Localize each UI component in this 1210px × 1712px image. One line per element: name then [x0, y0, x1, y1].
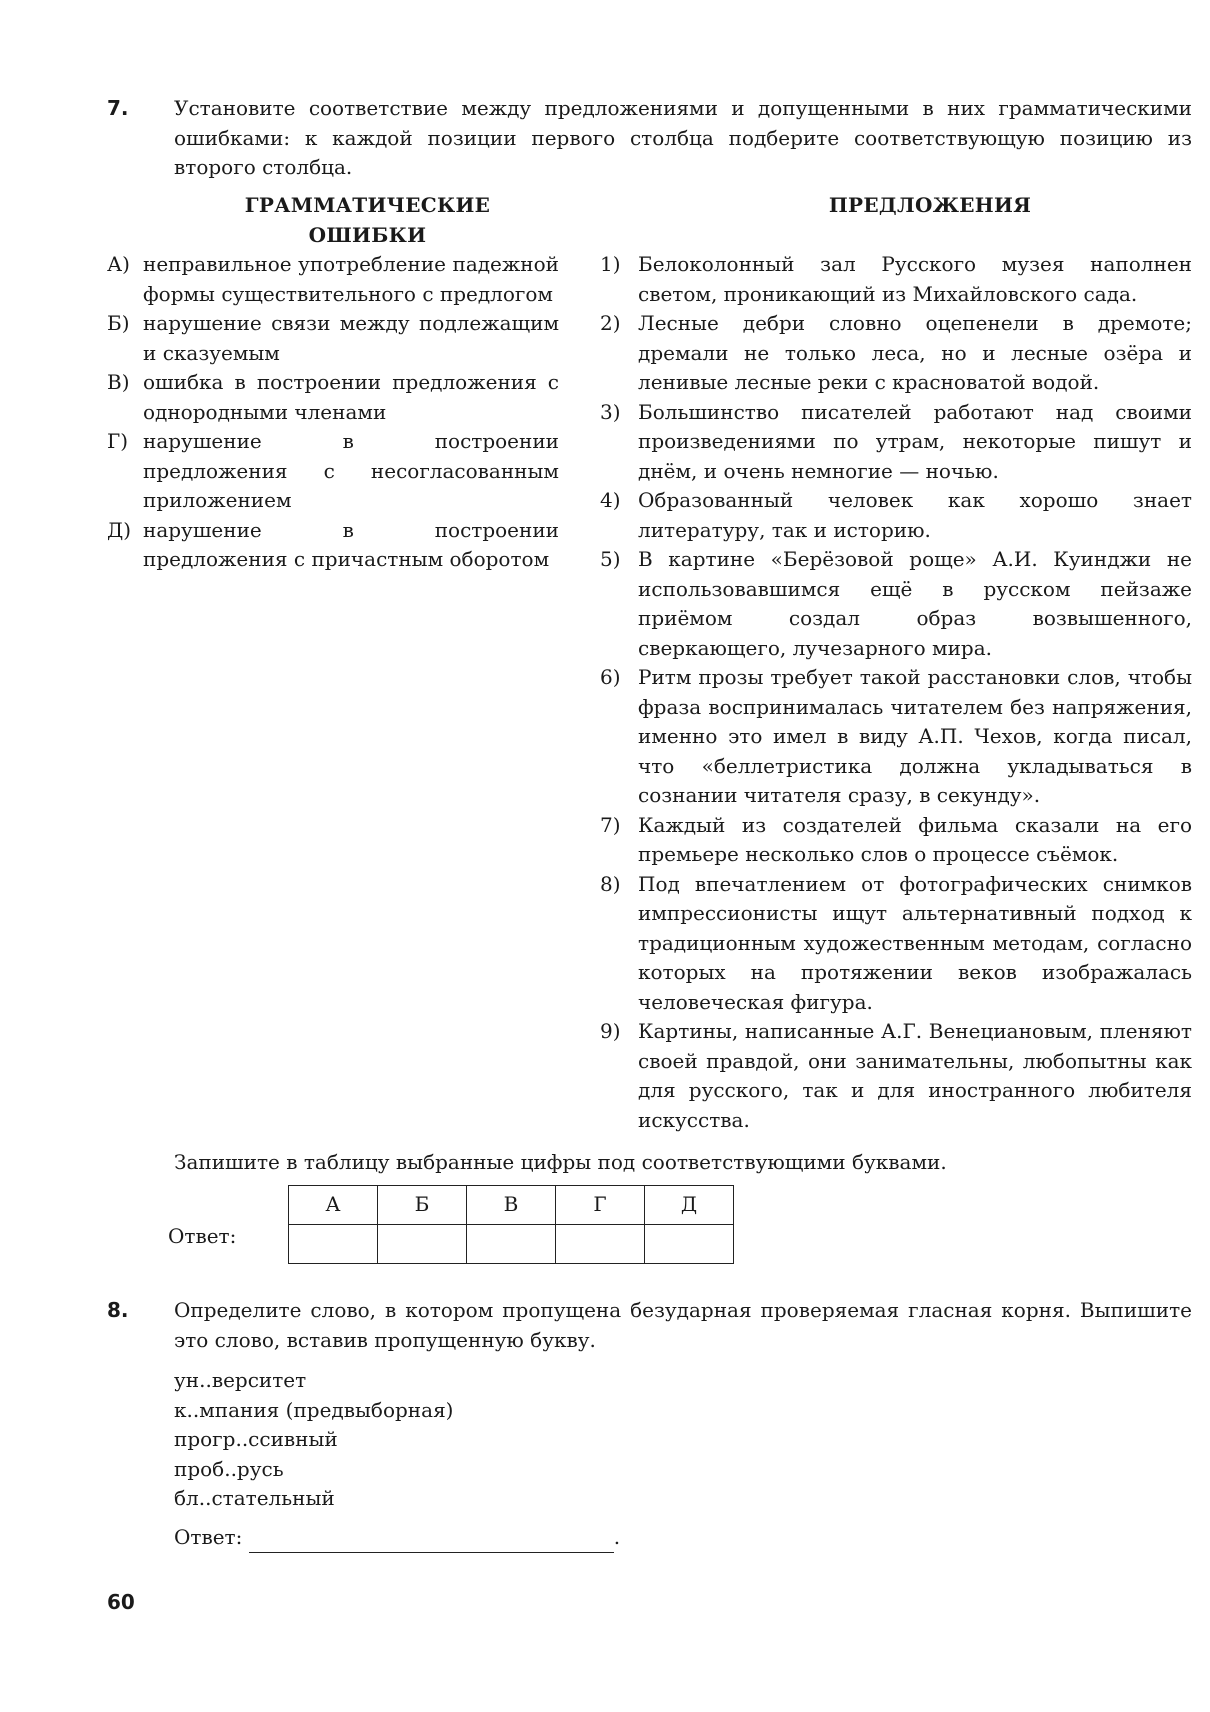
- errors-item-label: В): [107, 370, 130, 394]
- task-text: Установите соответствие между предложениями и допущенными в них грамматическими ошибками: к каждой позиции первого столбца подберите соответствующую позицию из второго столбца.: [174, 96, 1192, 179]
- task-8: [107, 1296, 1192, 1355]
- word-option: к..мпания (предвыборная): [174, 1397, 454, 1422]
- answer-table-input-cell[interactable]: [645, 1225, 734, 1264]
- errors-item: [107, 516, 559, 575]
- errors-item-text: нарушение в построении предложения с несогласованным приложением: [143, 429, 559, 512]
- sentences-item-text: Белоколонный зал Русского музея наполнен светом, проникающий из Михайловского сада.: [638, 252, 1192, 306]
- sentences-item-label: 8): [600, 871, 621, 896]
- answer-table-input-cell[interactable]: [378, 1225, 467, 1264]
- answer-table-header-cell: Г: [556, 1186, 645, 1225]
- sentences-item-text: Лесные дебри словно оцепенели в дремоте; дремали не только леса, но и лесные озёра и ленивые лесные реки с красноватой водой.: [638, 311, 1192, 394]
- errors-item-text: ошибка в построении предложения с однородными членами: [143, 370, 559, 424]
- errors-item-label: Б): [107, 311, 130, 335]
- task-7: [107, 94, 1192, 183]
- answer-table-input-cell[interactable]: [289, 1225, 378, 1264]
- answer-table-input-cell[interactable]: [556, 1225, 645, 1264]
- task-number: 8.: [107, 1298, 129, 1322]
- right-column-heading: ПРЕДЛОЖЕНИЯ: [828, 193, 1032, 217]
- errors-item-label: А): [107, 252, 130, 276]
- sentences-item-label: 3): [600, 399, 621, 424]
- sentences-item: [600, 486, 1192, 545]
- sentences-item: [600, 1017, 1192, 1135]
- errors-item-text: нарушение в построении предложения с причастным оборотом: [143, 517, 559, 571]
- word-option: ун..верситет: [174, 1368, 307, 1392]
- sentences-item-text: Картины, написанные А.Г. Венециановым, пленяют своей правдой, они занимательны, любопытны как для русского, так и для иностранного любителя искусства.: [638, 1019, 1192, 1132]
- word-options: [174, 1366, 453, 1514]
- sentences-item-text: Каждый из создателей фильма сказали на его премьере несколько слов о процессе съёмок.: [638, 812, 1192, 866]
- instruction: Запишите в таблицу выбранные цифры под соответствующими буквами.: [174, 1150, 947, 1174]
- sentences-item: [600, 309, 1192, 398]
- errors-item-label: Г): [107, 429, 129, 453]
- sentences-item-text: Большинство писателей работают над своими произведениями по утрам, некоторые пишут и днём, и очень немногие — ночью.: [638, 399, 1192, 483]
- sentences-item-label: 1): [600, 252, 621, 276]
- errors-item: [107, 368, 559, 427]
- answer-table-value-row: [289, 1225, 734, 1264]
- errors-item: [107, 309, 559, 368]
- sentences-item-label: 9): [600, 1019, 621, 1043]
- sentences-item: [600, 545, 1192, 663]
- answer-table-header-cell: В: [467, 1186, 556, 1225]
- sentences-item: [600, 398, 1192, 487]
- sentences-item-label: 7): [600, 812, 621, 837]
- sentences-item-label: 2): [600, 311, 621, 335]
- task-number: 7.: [107, 96, 129, 120]
- task-text: Определите слово, в котором пропущена безударная проверяемая гласная корня. Выпишите это слово, вставив пропущенную букву.: [174, 1298, 1192, 1352]
- answer-table-header-cell: Б: [378, 1186, 467, 1225]
- word-option: бл..стательный: [174, 1486, 335, 1510]
- answer-label: Ответ:: [168, 1224, 237, 1248]
- sentences-item-text: В картине «Берёзовой роще» А.И. Куинджи не использовавшимся ещё в русском пейзаже приёмом создал образ возвышенного, сверкающего, лучезарного мира.: [638, 547, 1192, 660]
- page-number: 60: [107, 1590, 135, 1614]
- sentences-item-label: 5): [600, 547, 621, 571]
- sentences-list: [600, 250, 1192, 1135]
- errors-item-text: неправильное употребление падежной формы существительного с предлогом: [143, 252, 559, 306]
- sentences-item-text: Образованный человек как хорошо знает литературу, так и историю.: [638, 488, 1192, 542]
- answer-table: [288, 1185, 734, 1264]
- sentences-item-label: 4): [600, 488, 621, 512]
- sentences-item: [600, 663, 1192, 811]
- answer-label: Ответ:: [174, 1525, 243, 1549]
- word-option: проб..русь: [174, 1456, 284, 1481]
- word-option: прогр..ссивный: [174, 1427, 338, 1451]
- answer-input-line[interactable]: [249, 1530, 614, 1553]
- errors-item: [107, 427, 559, 516]
- answer-table-header-cell: А: [289, 1186, 378, 1225]
- answer-table-header-cell: Д: [645, 1186, 734, 1225]
- errors-list: [107, 250, 559, 575]
- answer-table-header-row: [289, 1186, 734, 1225]
- errors-item: [107, 250, 559, 309]
- answer-end-period: .: [613, 1525, 621, 1549]
- sentences-item: [600, 250, 1192, 309]
- answer-table-input-cell[interactable]: [467, 1225, 556, 1264]
- errors-item-label: Д): [107, 517, 132, 542]
- answer-line: [174, 1523, 620, 1553]
- sentences-item-text: Ритм прозы требует такой расстановки слов, чтобы фраза воспринималась читателем без напряжения, именно это имел в виду А.П. Чехов, когда писал, что «беллетристика должна укладываться в сознании читателя сразу, в секунду».: [638, 665, 1192, 807]
- errors-item-text: нарушение связи между подлежащим и сказуемым: [143, 311, 559, 365]
- sentences-item-text: Под впечатлением от фотографических снимков импрессионисты ищут альтернативный подход к традиционным художественным методам, согласно которых на протяжении веков изображалась человеческая фигура.: [638, 871, 1192, 1014]
- sentences-item: [600, 811, 1192, 870]
- sentences-item-label: 6): [600, 665, 621, 689]
- sentences-item: [600, 870, 1192, 1018]
- left-column-heading: ГРАММАТИЧЕСКИЕ ОШИБКИ: [244, 193, 491, 247]
